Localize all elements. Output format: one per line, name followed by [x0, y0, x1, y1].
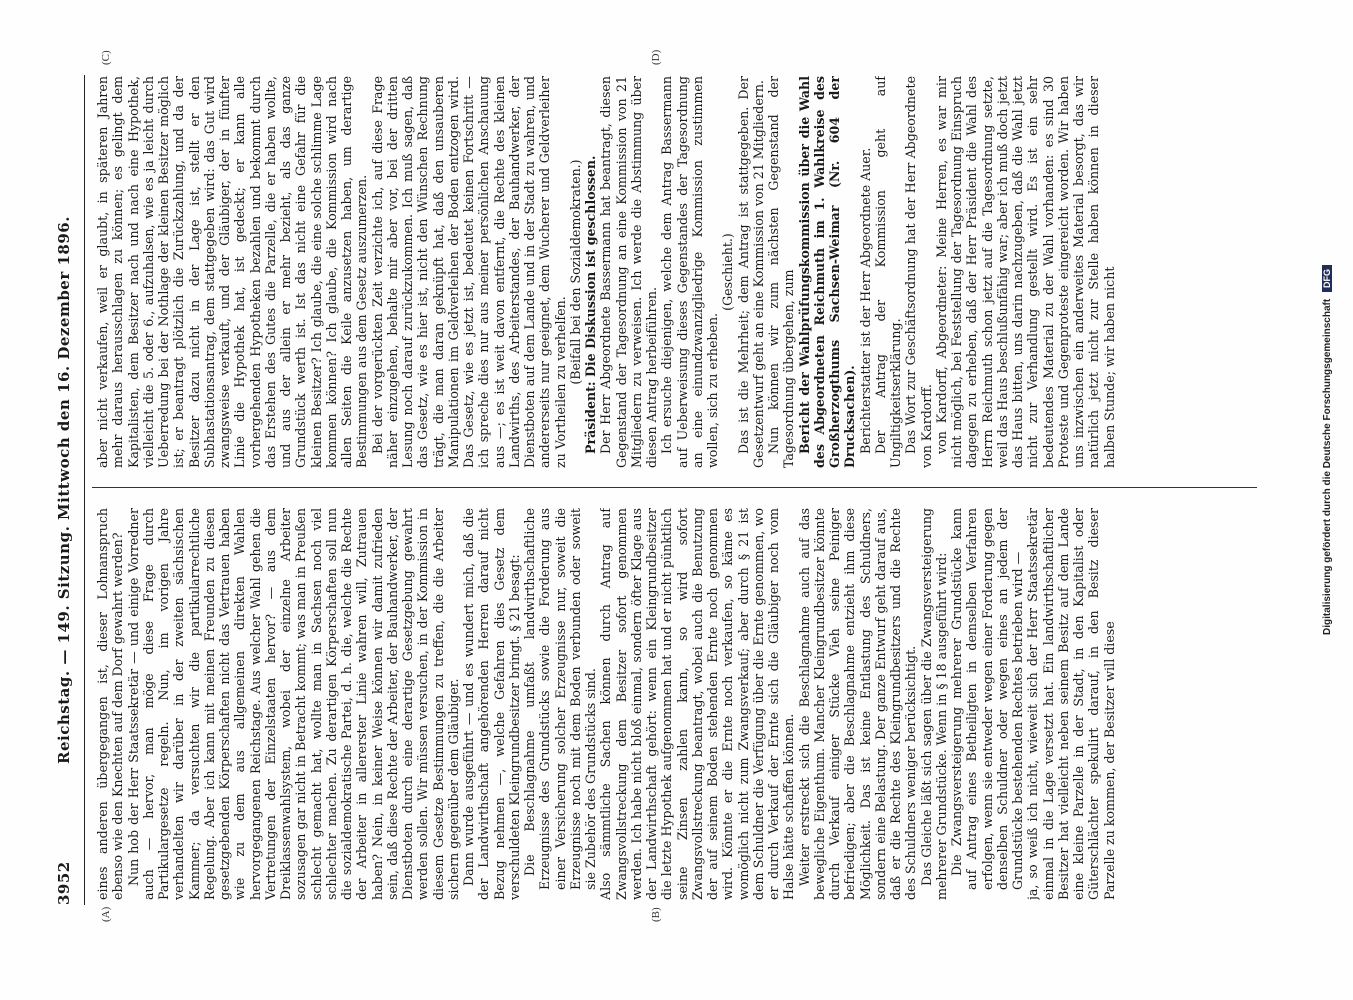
column-left	[95, 508, 1275, 900]
dfg-badge: DFG	[1322, 265, 1332, 292]
quote-paragraph: Die Zwangsversteigerung mehrerer Grundstücke kann auf Antrag eines Betheiligten in demselben Verfahren erfolgen, wenn sie entweder wegen einer Forderung gegen denselben Schuldner oder wegen eines an jedem der Grundstücke bestehenden Rechtes betrieben wird —	[949, 508, 1025, 890]
header-rule	[84, 75, 85, 905]
paragraph: Der Herr Abgeordnete Bassermann hat beantragt, diesen Gegenstand der Tagesordnung an eine Kommission von 21 Mitgliedern zu verweisen. Ich werde die Abstimmung über diesen Antrag herbeiführen.	[598, 76, 659, 468]
procedure-note: (Geschieht.)	[720, 233, 736, 311]
paragraph: Weiter erstreckt sich die Beschlagnahme auch auf das bewegliche Eigenthum. Mancher Kleingrundbesitzer könnte durch Verkauf einiger Stücke Vieh seine Peiniger befriedigen; aber die Beschlagnahme entzieht ihm diese Möglichkeit. Das ist keine Entlastung des Schuldners, sondern eine Belastung. Der ganze Entwurf geht darauf aus, daß er die Rechte des Kleingrundbesitzers und die Rechte des Schuldners weniger berücksichtigt.	[796, 508, 919, 900]
paragraph: Nun hob der Herr Staatssekretär — und einige Vorredner auch — hervor, man möge diese Frage durch Partikulargesetze regeln. Nun, im vorigen Jahre verhandelten wir darüber in der zweiten sächsischen Kammer; da versuchten wir die partikularrechtliche Regelung. Aber ich kann mit meinen Freunden zu diesen gesetzgebenden Körperschaften nicht das Vertrauen haben wie zu dem aus allgemeinen direkten Wahlen hervorgegangenen Reichstage. Aus welcher Wahl gehen die Vertretungen der Einzelstaaten hervor? — aus dem Dreiklassenwahlsystem, wobei der einzelne Arbeiter sozusagen gar nicht in Betracht kommt; was man in Preußen schlecht gemacht hat, wollte man in Sachsen noch viel schlechter machen. Zu derartigen Körperschaften soll nun die sozialdemokratische Partei, d. h. die, welche die Rechte der Arbeiter in allererster Linie wahren will, Zutrauen haben? Nein, in keiner Weise können wir damit zufrieden sein, daß diese Rechte der Arbeiter, der Bauhandwerker, der Dienstboten durch eine derartige Gesetzgebung gewahrt werden sollen. Wir müssen versuchen, in der Kommission in diesem Gesetze Bestimmungen zu treffen, die die Arbeiter sichern gegenüber dem Gläubiger.	[125, 508, 461, 900]
column-right	[95, 76, 1275, 468]
paragraph: Dann wurde ausgeführt — und es wundert mich, daß die der Landwirthschaft angehörenden Herren darauf nicht Bezug nehmen —, welche Gefahren dies Gesetz dem verschuldeten Kleingrundbesitzer bringt. § 21 besagt:	[461, 508, 522, 900]
quote-paragraph: Die Beschlagnahme umfaßt landwirthschaftliche Erzeugnisse des Grundstücks sowie die Forderung aus einer Versicherung solcher Erzeugnisse nur, soweit die Erzeugnisse noch mit dem Boden verbunden oder soweit sie Zubehör des Grundstücks sind.	[522, 508, 598, 890]
margin-marker-a: (A)	[100, 906, 112, 922]
digitization-footer	[1322, 50, 1333, 850]
paragraph: Das Wort zur Geschäftsordnung hat der Herr Abgeordnete von Kardorff.	[903, 76, 934, 468]
report-heading: Bericht der Wahlprüfungskommission über die Wahl des Abgeordneten Reichmuth im 1. Wahlkreise des Großherzogthums Sachsen-Weimar (Nr. 604 der Drucksachen).	[796, 76, 858, 468]
paragraph: Nun können wir zum nächsten Gegenstand der Tagesordnung übergehen, zum	[766, 76, 797, 468]
paragraph: eines anderen übergegangen ist, dieser Lohnanspruch ebenso wie den Knechten auf dem Dorf gewahrt werden?	[95, 508, 126, 900]
footer-text: Digitalisierung gefördert durch die Deutsche Forschungsgemeinschaft	[1322, 298, 1333, 635]
margin-marker-b: (B)	[650, 907, 662, 922]
page-title: Reichstag. — 149. Sitzung. Mittwoch den 16. Dezember 1896.	[55, 216, 73, 764]
paragraph: ja, so weiß ich nicht, wieweit sich der Herr Staatssekretär einmal in die Lage versetzt hat. Ein landwirthschaftlicher Besitzer hat vielleicht neben seinem Besitz auf dem Lande eine kleine Parzelle in der Stadt, in den Kapitalist oder Güterschlächter spekulirt darauf, in den Besitz dieser Parzelle zu kommen, der Besitzer will diese	[1025, 508, 1117, 900]
column-separator	[92, 487, 1257, 488]
margin-marker-d: (D)	[650, 49, 662, 65]
paragraph: von Kardorff, Abgeordneter: Meine Herren, es war mir nicht möglich, bei Feststellung der Tagesordnung Einspruch dagegen zu erheben, daß der Herr Präsident die Wahl des Herrn Reichmuth schon jetzt auf die Tagesordnung setzte, weil das Haus beschlußunfähig war; aber ich muß doch jetzt das Haus bitten, uns darin nachzugeben, daß die Wahl jetzt nicht zur Verhandlung gestellt wird. Es ist ein sehr bedeutendes Material zu der Wahl vorhanden: es sind 30 Proteste und Gegenproteste eingereicht worden. Wir haben uns inzwischen ein anderweites Material besorgt, das wir natürlich jetzt nicht zur Stelle haben können in dieser halben Stunde; wir haben nicht	[933, 76, 1117, 468]
page-header	[55, 75, 79, 905]
page-number: 3952	[55, 861, 73, 905]
paragraph: Ich ersuche diejenigen, welche dem Antrag Bassermann auf Ueberweisung dieses Gegenstandes der Tagesordnung an eine einundzwanzigliedrige Kommission zustimmen wollen, sich zu erheben.	[659, 76, 720, 468]
paragraph: Das ist die Mehrheit; dem Antrag ist stattgegeben. Der Gesetzentwurf geht an eine Kommission von 21 Mitgliedern.	[735, 76, 766, 468]
applause-note: (Beifall bei den Sozialdemokraten.)	[567, 159, 583, 385]
president-line: Präsident: Die Diskussion ist geschlossen.	[583, 155, 598, 454]
paragraph: Der Antrag der Kommission geht auf Ungiltigkeitserklärung.	[872, 76, 903, 468]
paragraph: Bei der vorgerückten Zeit verzichte ich, auf diese Frage näher einzugehen, behalte mir aber vor, bei der dritten Lesung noch darauf zurückzukommen. Ich muß sagen, daß das Gesetz, wie es hier ist, nicht den Wünschen Rechnung trägt, die man daran geknüpft hat, daß den unsauberen Manipulationen im Geldverleihen der Boden entzogen wird. Das Gesetz, wie es jetzt ist, bedeutet keinen Fortschritt — ich spreche dies nur aus meiner persönlichen Anschauung aus —; es ist weit davon entfernt, die Rechte des kleinen Landwirths, des Arbeiterstandes, der Bauhandwerker, der Dienstboten auf dem Lande und in der Stadt zu wahren, und andererseits nur geeignet, dem Wucherer und Geldverleiher zu Vortheilen zu verhelfen.	[369, 76, 568, 468]
paragraph: Das Gleiche läßt sich sagen über die Zwangsversteigerung mehrerer Grundstücke. Wenn in § 18 ausgeführt wird:	[918, 508, 949, 900]
margin-marker-c: (C)	[100, 50, 112, 65]
paragraph: aber nicht verkaufen, weil er glaubt, in späteren Jahren mehr daraus herausschlagen zu können; es gelingt dem Kapitalisten, dem Besitzer nach und nach eine Hypothek, vielleicht die 5. oder 6., aufzuhalsen, wie es ja leicht durch Ueberredung bei der Nothlage der kleinen Besitzer möglich ist; er beantragt plötzlich die Zurückzahlung, und da der Besitzer dazu nicht in der Lage ist, stellt er den Subhastationsantrag, dem stattgegeben wird: das Gut wird zwangsweise verkauft, und der Gläubiger, der in fünfter Linie die Hypothek hat, ist gedeckt; er kann alle vorhergehenden Hypotheken bezahlen und bekommt durch das Erstehen des Gutes die Parzelle, die er haben wollte, und aus der allein er mehr bezieht, als das ganze Grundstück werth ist. Ist das nicht eine Gefahr für die kleinen Besitzer? Ich glaube, die eine solche schlimme Lage kommen können? Ich glaube, die Kommission wird nach allen Seiten die Keile anzusetzen haben, um derartige Bestimmungen aus dem Gesetz auszumerzen.	[95, 76, 370, 468]
paragraph: Berichterstatter ist der Herr Abgeordnete Auer.	[857, 147, 873, 454]
paragraph: Also sämmtliche Sachen können durch Antrag auf Zwangsvollstreckung dem Besitzer sofort genommen werden. Ich habe nicht bloß einmal, sondern öfter Klage aus der Landwirthschaft gehört: wenn ein Kleingrundbesitzer die letzte Hypothek aufgenommen hat und er nicht pünktlich seine Zinsen zahlen kann, so wird sofort Zwangsvollstreckung beantragt, wobei auch die Benutzung der auf seinem Boden stehenden Ernte noch genommen wird. Könnte er die Ernte noch verkaufen, so käme es womöglich nicht zum Zwangsverkauf; aber durch § 21 ist dem Schuldner die Verfügung über die Ernte genommen, wo er durch Verkauf der Ernte sich die Gläubiger noch vom Halse hätte schaffen können.	[598, 508, 797, 900]
